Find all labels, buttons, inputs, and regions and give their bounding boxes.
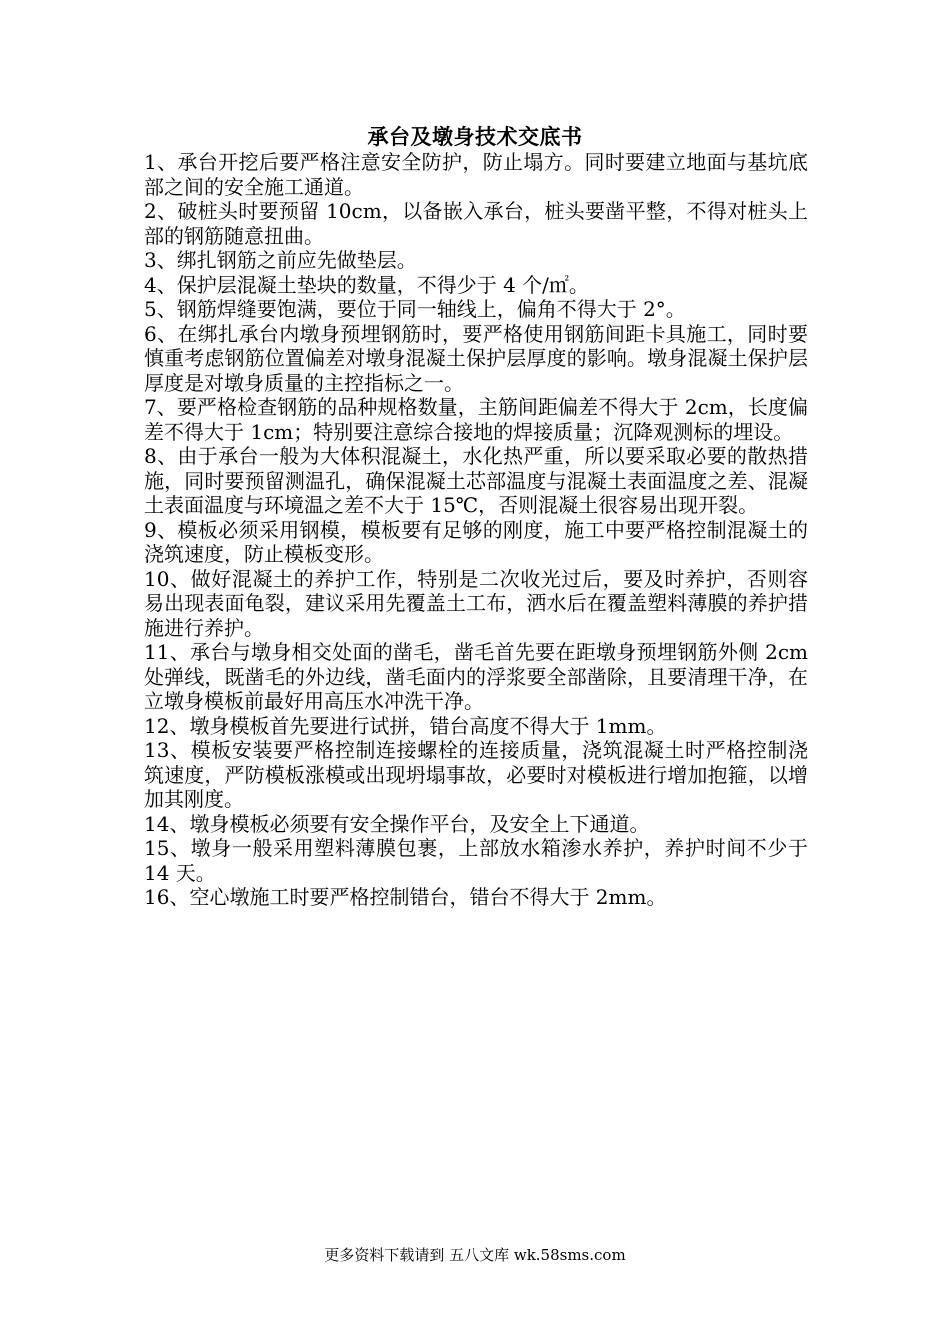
list-item: 15、墩身一般采用塑料薄膜包裹，上部放水箱渗水养护，养护时间不少于 14 天。: [144, 836, 808, 885]
list-item: 2、破桩头时要预留 10cm，以备嵌入承台，桩头要凿平整，不得对桩头上部的钢筋随意扭曲。: [144, 199, 808, 248]
document-body: [144, 150, 808, 910]
list-item: 6、在绑扎承台内墩身预埋钢筋时，要严格使用钢筋间距卡具施工，同时要慎重考虑钢筋位置偏差对墩身混凝土保护层厚度的影响。墩身混凝土保护层厚度是对墩身质量的主控指标之一。: [144, 321, 808, 395]
list-item: 4、保护层混凝土垫块的数量，不得少于 4 个/㎡。: [144, 272, 589, 297]
list-item: 3、绑扎钢筋之前应先做垫层。: [144, 248, 417, 272]
list-item: 7、要严格检查钢筋的品种规格数量，主筋间距偏差不得大于 2cm，长度偏差不得大于 1cm；特别要注意综合接地的焊接质量；沉降观测标的埋设。: [144, 395, 808, 444]
list-item: 13、模板安装要严格控制连接螺栓的连接质量，浇筑混凝土时严格控制浇筑速度，严防模板涨模或出现坍塌事故，必要时对模板进行增加抱箍，以增加其刚度。: [144, 738, 808, 811]
document-title: 承台及墩身技术交底书: [367, 124, 583, 149]
list-item: 1、承台开挖后要严格注意安全防护，防止塌方。同时要建立地面与基坑底部之间的安全施工通道。: [144, 150, 808, 199]
list-item: 8、由于承台一般为大体积混凝土，水化热严重，所以要采取必要的散热措施，同时要预留测温孔，确保混凝土芯部温度与混凝土表面温度之差、混凝土表面温度与环境温之差不大于 15℃，否则混凝土很容易出现开裂。: [144, 444, 808, 517]
list-item: 14、墩身模板必须要有安全操作平台，及安全上下通道。: [144, 811, 650, 836]
list-item: 16、空心墩施工时要严格控制错台，错台不得大于 2mm。: [144, 885, 667, 909]
page-footer: 更多资料下载请到 五八文库 wk.58sms.com: [324, 1246, 626, 1264]
list-item: 11、承台与墩身相交处面的凿毛，凿毛首先要在距墩身预埋钢筋外侧 2cm 处弹线，既凿毛的外边线，凿毛面内的浮浆要全部凿除，且要清理干净，在立墩身模板前最好用高压水冲洗干净。: [144, 640, 808, 713]
list-item: 10、做好混凝土的养护工作，特别是二次收光过后，要及时养护，否则容易出现表面龟裂，建议采用先覆盖土工布，洒水后在覆盖塑料薄膜的养护措施进行养护。: [144, 566, 808, 640]
list-item: 5、钢筋焊缝要饱满，要位于同一轴线上，偏角不得大于 2°。: [144, 297, 686, 321]
list-item: 12、墩身模板首先要进行试拼，错台高度不得大于 1mm。: [144, 713, 667, 738]
list-item: 9、模板必须采用钢模，模板要有足够的刚度，施工中要严格控制混凝土的浇筑速度，防止模板变形。: [144, 517, 808, 566]
